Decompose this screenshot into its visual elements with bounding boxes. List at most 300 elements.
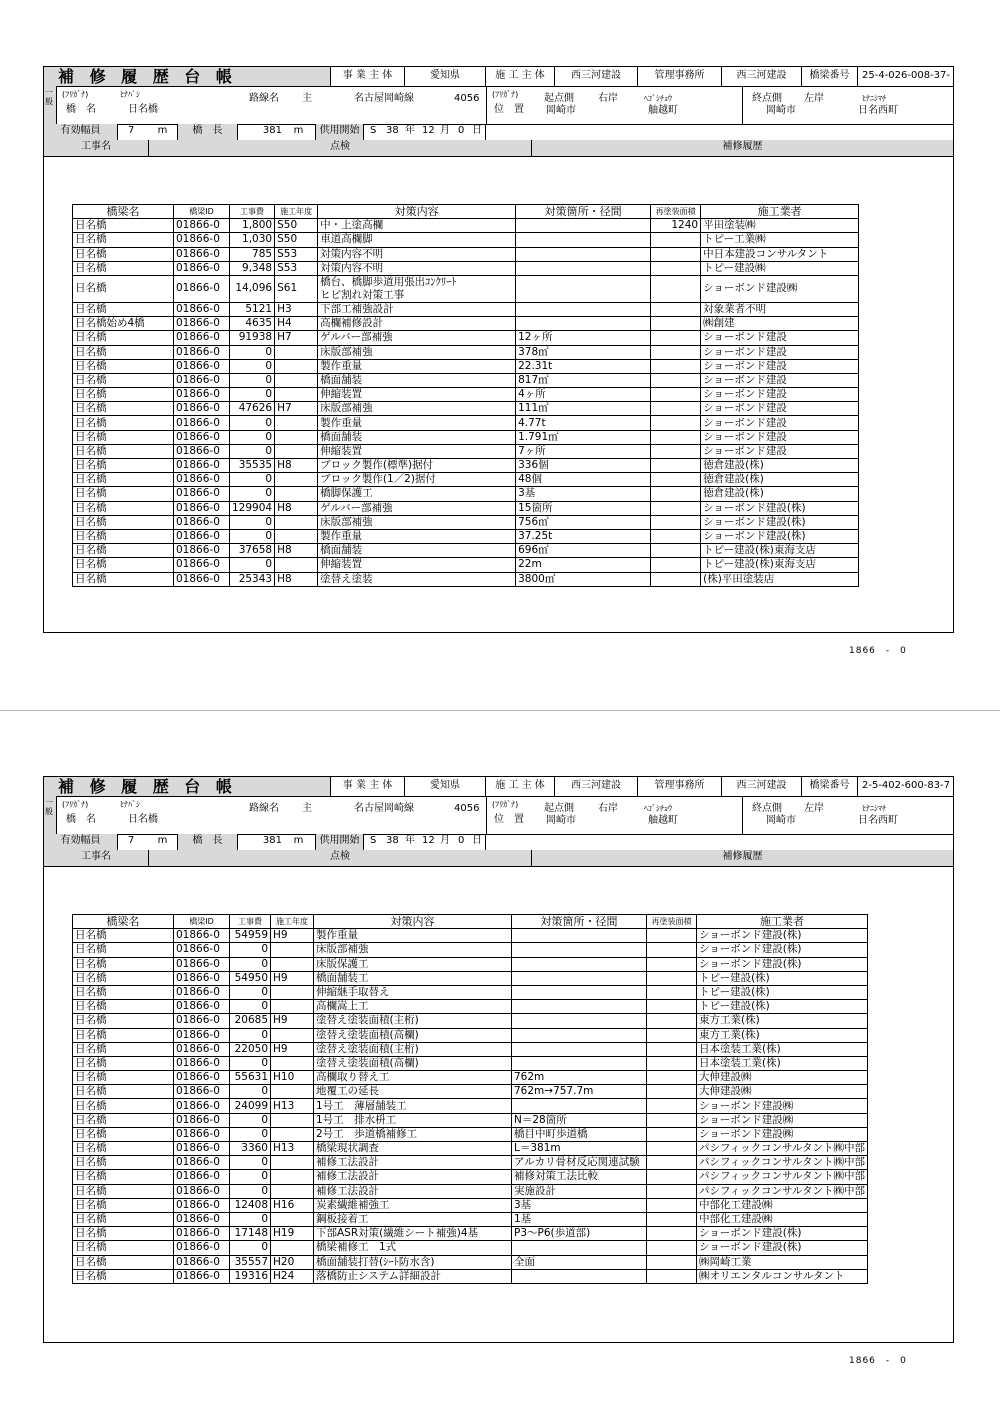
value-width: 7: [128, 835, 135, 846]
table-header-row: [73, 205, 859, 219]
table-row: [73, 1099, 868, 1113]
col-seko-nendo: S53: [275, 261, 318, 275]
col-kojihi: 19316: [230, 1269, 271, 1283]
col-taisaku-naiyo: 床版保護工: [314, 957, 512, 971]
col-seko-gyosha: ショーボンド建設: [701, 416, 859, 430]
table-row: [73, 487, 859, 501]
col-taisaku-naiyo: 伸縮装置: [318, 444, 516, 458]
col-seko-gyosha: ㈱創建: [701, 317, 859, 331]
col-saitoso-menseki: [647, 1085, 697, 1099]
col-taisaku-kasho: アルカリ骨材反応関連試験: [512, 1156, 647, 1170]
col-seko-gyosha: 中部化工建設㈱: [697, 1212, 868, 1226]
col-kyoryo-mei: 日名橋: [73, 416, 174, 430]
col-saitoso-menseki: [651, 501, 701, 515]
col-kyoryo-mei: 日名橋: [73, 459, 174, 473]
col-seko-gyosha: 日本塗装工業(株): [697, 1042, 868, 1056]
col-kyoryo-mei: 日名橋: [73, 1000, 174, 1014]
col-kyoryo-mei: 日名橋: [73, 302, 174, 316]
col-kyoryo-mei: 日名橋: [73, 473, 174, 487]
value-jigyo-shutai: 愛知県: [405, 777, 486, 796]
value-era: S: [370, 125, 377, 136]
table-row: [73, 529, 859, 543]
label-tsuki: 月: [440, 125, 450, 136]
col-kyoryo-id: 01866-0: [174, 1212, 230, 1226]
col-kojihi: 0: [230, 373, 275, 387]
col-kyoryo-id: 01866-0: [174, 957, 230, 971]
col-saitoso-menseki: [647, 1227, 697, 1241]
col-saitoso-menseki: [651, 544, 701, 558]
value-route-no: 4056: [454, 93, 480, 104]
table-row: [73, 1241, 868, 1255]
col-kyoryo-id: 01866-0: [174, 473, 230, 487]
col-taisaku-naiyo: 製作重量: [314, 929, 512, 943]
col-seko-gyosha: ショーボンド建設㈱: [697, 1113, 868, 1127]
label-kanri: 管理事務所: [638, 777, 722, 796]
unit-width: m: [148, 834, 178, 850]
col-saitoso-menseki: [651, 302, 701, 316]
col-seko-nendo: H20: [271, 1255, 314, 1269]
table-row: [73, 1212, 868, 1226]
col-saitoso-menseki: [651, 275, 701, 302]
col-seko-gyosha: ショーボンド建設: [701, 388, 859, 402]
col-seko-gyosha: ㈱岡崎工業: [697, 1255, 868, 1269]
table-row: [73, 1000, 868, 1014]
col-saitoso-menseki: [651, 459, 701, 473]
col-seko-gyosha: パシフィックコンサルタント㈱中部: [697, 1170, 868, 1184]
value-end-kana: ﾋﾅﾆｼﾏﾁ: [862, 804, 886, 813]
col-taisaku-kasho: 111㎡: [516, 402, 651, 416]
col-kyoryo-mei: 日名橋: [73, 1127, 174, 1141]
table-row: [73, 416, 859, 430]
col-saitoso-menseki: [651, 359, 701, 373]
col-saitoso-menseki: [651, 317, 701, 331]
col-kyoryo-mei: 日名橋始め4橋: [73, 317, 174, 331]
col-kojihi: 20685: [230, 1014, 271, 1028]
ledger-sheet: [43, 776, 954, 1343]
col-seko-nendo: [271, 1028, 314, 1042]
value-day: 0: [458, 125, 465, 136]
col-seko-nendo: [271, 1085, 314, 1099]
col-kyoryo-id: 01866-0: [174, 275, 230, 302]
table-row: [73, 1014, 868, 1028]
col-saitoso-menseki: [651, 515, 701, 529]
unit-width: m: [148, 124, 178, 140]
label-tenken: 点検: [149, 140, 532, 156]
col-taisaku-naiyo: 塗替え塗装面積(主桁): [314, 1042, 512, 1056]
col-kyoryo-mei: 日名橋: [73, 388, 174, 402]
col-kojihi: 129904: [230, 501, 275, 515]
col-seko-gyosha: ショーボンド建設(株): [701, 501, 859, 515]
col-seko-nendo: [275, 416, 318, 430]
col-seko-nendo: [271, 957, 314, 971]
header-col-kyoryo-mei: 橋梁名: [73, 915, 174, 929]
value-month: 12: [422, 125, 435, 136]
col-taisaku-naiyo: 塗替え塗装: [318, 572, 516, 586]
col-seko-nendo: H9: [271, 1042, 314, 1056]
col-taisaku-naiyo: ゲルバー部補強: [318, 331, 516, 345]
table-row: [73, 1071, 868, 1085]
col-seko-nendo: [275, 529, 318, 543]
label-nen: 年: [405, 125, 415, 136]
value-start-town: 舳越町: [648, 105, 678, 116]
col-kyoryo-mei: 日名橋: [73, 1170, 174, 1184]
col-taisaku-naiyo: 補修工法設計: [314, 1156, 512, 1170]
col-saitoso-menseki: [647, 1127, 697, 1141]
value-start-side: 右岸: [598, 93, 618, 104]
col-kojihi: 5121: [230, 302, 275, 316]
col-taisaku-kasho: 15箇所: [516, 501, 651, 515]
col-taisaku-naiyo: 1号工 薄層舗装工: [314, 1099, 512, 1113]
col-saitoso-menseki: [651, 402, 701, 416]
col-seko-nendo: [271, 1113, 314, 1127]
col-seko-nendo: [271, 1170, 314, 1184]
col-taisaku-kasho: 3800㎡: [516, 572, 651, 586]
col-seko-gyosha: 東方工業(株): [697, 1014, 868, 1028]
col-kyoryo-id: 01866-0: [174, 1184, 230, 1198]
col-saitoso-menseki: [651, 558, 701, 572]
col-saitoso-menseki: 1240: [651, 219, 701, 233]
label-kyoryo-bango: 橋梁番号: [802, 777, 858, 796]
label-rosenmei: 路線名: [249, 93, 279, 104]
table-row: [73, 957, 868, 971]
col-kyoryo-mei: 日名橋: [73, 957, 174, 971]
col-saitoso-menseki: [651, 331, 701, 345]
label-kojimei: 工事名: [44, 850, 149, 866]
col-kojihi: 0: [230, 444, 275, 458]
col-taisaku-naiyo: 対策内容不明: [318, 247, 516, 261]
col-taisaku-naiyo: 落橋防止システム詳細設計: [314, 1269, 512, 1283]
col-seko-gyosha: 中日本建設コンサルタント: [701, 247, 859, 261]
value-end-kana: ﾋﾅﾆｼﾏﾁ: [862, 94, 886, 103]
col-taisaku-naiyo: ゲルバー部補強: [318, 501, 516, 515]
col-taisaku-kasho: 817㎡: [516, 373, 651, 387]
col-saitoso-menseki: [647, 971, 697, 985]
col-saitoso-menseki: [651, 487, 701, 501]
col-seko-nendo: [271, 985, 314, 999]
col-kyoryo-id: 01866-0: [174, 943, 230, 957]
col-seko-gyosha: ショーボンド建設(株): [701, 529, 859, 543]
value-end-city: 岡崎市: [766, 105, 796, 116]
col-kyoryo-mei: 日名橋: [73, 971, 174, 985]
value-route-name: 名古屋岡崎線: [354, 93, 414, 104]
header-col-kyoryo-id: 橋梁ID: [174, 205, 230, 219]
col-seko-nendo: H8: [275, 459, 318, 473]
label-kanri: 管理事務所: [638, 67, 722, 86]
header-col-taisaku-kasho: 対策箇所・径間: [516, 205, 651, 219]
col-kyoryo-id: 01866-0: [174, 345, 230, 359]
col-taisaku-naiyo: 伸縮継手取替え: [314, 985, 512, 999]
label-yuko-fukuin: 有効幅員: [44, 834, 118, 850]
col-seko-gyosha: ㈱オリエンタルコンサルタント: [697, 1269, 868, 1283]
col-seko-gyosha: 大伸建設㈱: [697, 1085, 868, 1099]
col-kyoryo-id: 01866-0: [174, 261, 230, 275]
col-saitoso-menseki: [647, 1071, 697, 1085]
col-kojihi: 0: [230, 473, 275, 487]
table-row: [73, 558, 859, 572]
label-ichi: 位 置: [494, 104, 524, 115]
col-kyoryo-id: 01866-0: [174, 1269, 230, 1283]
col-seko-gyosha: 東方工業(株): [697, 1028, 868, 1042]
col-taisaku-kasho: [512, 1099, 647, 1113]
col-kojihi: 4635: [230, 317, 275, 331]
page-number: 1866 - 0: [849, 1356, 907, 1366]
col-kyoryo-id: 01866-0: [174, 1056, 230, 1070]
col-taisaku-naiyo: ブロック製作(1／2)据付: [318, 473, 516, 487]
col-kyoryo-id: 01866-0: [174, 416, 230, 430]
col-taisaku-naiyo: 橋梁現状調査: [314, 1142, 512, 1156]
value-length: 381: [262, 125, 282, 136]
col-taisaku-kasho: [512, 957, 647, 971]
col-seko-nendo: H24: [271, 1269, 314, 1283]
side-mark: 一般: [44, 796, 57, 834]
col-kojihi: 0: [230, 1212, 271, 1226]
col-kyoryo-id: 01866-0: [174, 359, 230, 373]
ledger-header: [44, 777, 953, 866]
label-tenken: 点検: [149, 850, 532, 866]
label-jigyo-shutai: 事 業 主 体: [331, 777, 405, 796]
repair-history-table: [72, 914, 868, 1284]
col-kyoryo-id: 01866-0: [174, 388, 230, 402]
col-taisaku-kasho: [516, 219, 651, 233]
col-seko-gyosha: ショーボンド建設(株): [697, 929, 868, 943]
col-kojihi: 0: [230, 1000, 271, 1014]
table-row: [73, 233, 859, 247]
col-saitoso-menseki: [647, 1255, 697, 1269]
table-row: [73, 1156, 868, 1170]
col-taisaku-kasho: P3～P6(歩道部): [512, 1227, 647, 1241]
col-taisaku-naiyo: 橋梁補修工 1式: [314, 1241, 512, 1255]
col-seko-nendo: [275, 473, 318, 487]
col-kyoryo-mei: 日名橋: [73, 1156, 174, 1170]
col-kyoryo-mei: 日名橋: [73, 558, 174, 572]
header-col-seko-nendo: 施工年度: [271, 915, 314, 929]
col-taisaku-naiyo: 床版部補強: [318, 402, 516, 416]
col-taisaku-kasho: 7ヶ所: [516, 444, 651, 458]
col-seko-gyosha: 平田塗装㈱: [701, 219, 859, 233]
col-kyoryo-id: 01866-0: [174, 373, 230, 387]
col-seko-nendo: [275, 430, 318, 444]
col-kyoryo-id: 01866-0: [174, 1142, 230, 1156]
col-kyoryo-mei: 日名橋: [73, 1241, 174, 1255]
col-kojihi: 0: [230, 430, 275, 444]
ledger-page: [0, 710, 1000, 1420]
col-kyoryo-mei: 日名橋: [73, 985, 174, 999]
col-kojihi: 0: [230, 1170, 271, 1184]
col-taisaku-naiyo: 橋面舗装打替(ｼｰﾄ防水含): [314, 1255, 512, 1269]
value-month: 12: [422, 835, 435, 846]
col-taisaku-naiyo: 高欄取り替え工: [314, 1071, 512, 1085]
col-seko-nendo: H19: [271, 1227, 314, 1241]
table-row: [73, 1127, 868, 1141]
col-saitoso-menseki: [647, 1028, 697, 1042]
col-seko-nendo: [275, 373, 318, 387]
col-taisaku-kasho: [516, 247, 651, 261]
value-route-type: 主: [302, 93, 312, 104]
value-furigana: ﾋﾅﾊﾞｼ: [120, 90, 140, 99]
col-kyoryo-id: 01866-0: [174, 331, 230, 345]
col-seko-gyosha: 徳倉建設(株): [701, 487, 859, 501]
col-kojihi: 12408: [230, 1198, 271, 1212]
table-row: [73, 331, 859, 345]
table-row: [73, 388, 859, 402]
col-kyoryo-id: 01866-0: [174, 1227, 230, 1241]
col-kojihi: 785: [230, 247, 275, 261]
col-taisaku-kasho: 12ヶ所: [516, 331, 651, 345]
col-seko-nendo: H8: [275, 544, 318, 558]
col-kojihi: 0: [230, 529, 275, 543]
col-kyoryo-mei: 日名橋: [73, 233, 174, 247]
col-kojihi: 0: [230, 1127, 271, 1141]
value-start-kana: ﾍｺﾞｼﾁｮｳ: [644, 804, 672, 813]
col-kyoryo-mei: 日名橋: [73, 1198, 174, 1212]
col-taisaku-naiyo: 補修工法設計: [314, 1184, 512, 1198]
col-saitoso-menseki: [651, 388, 701, 402]
col-kojihi: 1,800: [230, 219, 275, 233]
col-taisaku-kasho: 762m→757.7m: [512, 1085, 647, 1099]
col-saitoso-menseki: [647, 1241, 697, 1255]
col-kyoryo-id: 01866-0: [174, 233, 230, 247]
table-row: [73, 247, 859, 261]
col-saitoso-menseki: [647, 929, 697, 943]
value-year: 38: [386, 125, 399, 136]
col-taisaku-kasho: 全面: [512, 1255, 647, 1269]
col-kojihi: 25343: [230, 572, 275, 586]
col-taisaku-naiyo: 床版部補強: [318, 345, 516, 359]
col-seko-nendo: [275, 558, 318, 572]
col-taisaku-naiyo: 塗替え塗装面積(高欄): [314, 1028, 512, 1042]
col-kojihi: 24099: [230, 1099, 271, 1113]
col-seko-gyosha: ショーボンド建設㈱: [697, 1127, 868, 1141]
col-saitoso-menseki: [647, 1184, 697, 1198]
col-kojihi: 3360: [230, 1142, 271, 1156]
col-kyoryo-id: 01866-0: [174, 1113, 230, 1127]
table-row: [73, 1056, 868, 1070]
ledger-title: 補 修 履 歴 台 帳: [44, 777, 331, 796]
col-kyoryo-id: 01866-0: [174, 1127, 230, 1141]
table-row: [73, 402, 859, 416]
col-seko-gyosha: ショーボンド建設: [701, 444, 859, 458]
col-taisaku-naiyo: 補修工法設計: [314, 1170, 512, 1184]
col-seko-gyosha: ショーボンド建設: [701, 402, 859, 416]
col-kojihi: 0: [230, 1113, 271, 1127]
col-kyoryo-mei: 日名橋: [73, 501, 174, 515]
value-end-side: 左岸: [804, 93, 824, 104]
col-taisaku-kasho: 378㎡: [516, 345, 651, 359]
header-col-kyoryo-mei: 橋梁名: [73, 205, 174, 219]
col-saitoso-menseki: [647, 1042, 697, 1056]
col-saitoso-menseki: [647, 943, 697, 957]
table-row: [73, 1255, 868, 1269]
label-furigana: (ﾌﾘｶﾞﾅ): [62, 90, 89, 99]
header-col-kojihi: 工事費: [230, 915, 271, 929]
col-kyoryo-mei: 日名橋: [73, 1042, 174, 1056]
value-furigana: ﾋﾅﾊﾞｼ: [120, 800, 140, 809]
label-shuten: 終点側: [752, 93, 782, 104]
label-jigyo-shutai: 事 業 主 体: [331, 67, 405, 86]
col-seko-gyosha: ショーボンド建設㈱: [701, 275, 859, 302]
value-start-side: 右岸: [598, 803, 618, 814]
table-row: [73, 1227, 868, 1241]
label-kojimei: 工事名: [44, 140, 149, 156]
col-kyoryo-id: 01866-0: [174, 515, 230, 529]
label-furigana-ichi: (ﾌﾘｶﾞﾅ): [492, 90, 519, 99]
table-row: [73, 1142, 868, 1156]
col-taisaku-kasho: N＝28箇所: [512, 1113, 647, 1127]
col-kojihi: 0: [230, 1056, 271, 1070]
col-kyoryo-id: 01866-0: [174, 1028, 230, 1042]
value-seko-shutai: 西三河建設: [555, 777, 638, 796]
col-kyoryo-mei: 日名橋: [73, 345, 174, 359]
col-taisaku-kasho: 4ヶ所: [516, 388, 651, 402]
col-kyoryo-mei: 日名橋: [73, 572, 174, 586]
col-kojihi: 0: [230, 487, 275, 501]
col-taisaku-naiyo: 製作重量: [318, 359, 516, 373]
col-kyoryo-id: 01866-0: [174, 544, 230, 558]
col-kyoryo-mei: 日名橋: [73, 1227, 174, 1241]
label-shuten: 終点側: [752, 803, 782, 814]
col-kojihi: 35557: [230, 1255, 271, 1269]
col-kyoryo-id: 01866-0: [174, 444, 230, 458]
col-taisaku-kasho: 1基: [512, 1212, 647, 1226]
col-seko-gyosha: (株)平田塗装店: [701, 572, 859, 586]
col-kojihi: 14,096: [230, 275, 275, 302]
col-kojihi: 0: [230, 943, 271, 957]
label-rosenmei: 路線名: [249, 803, 279, 814]
col-seko-gyosha: ショーボンド建設(株): [697, 1227, 868, 1241]
col-kojihi: 1,030: [230, 233, 275, 247]
col-taisaku-naiyo: 橋脚保護工: [318, 487, 516, 501]
col-seko-nendo: H8: [275, 501, 318, 515]
col-seko-nendo: S61: [275, 275, 318, 302]
col-saitoso-menseki: [647, 1000, 697, 1014]
label-kyomei: 橋 名: [66, 814, 96, 825]
col-taisaku-kasho: [512, 1028, 647, 1042]
col-kojihi: 35535: [230, 459, 275, 473]
col-taisaku-naiyo: 高欄嵩上工: [314, 1000, 512, 1014]
col-kyoryo-id: 01866-0: [174, 487, 230, 501]
col-seko-nendo: [275, 444, 318, 458]
col-seko-nendo: H4: [275, 317, 318, 331]
col-kyoryo-id: 01866-0: [174, 1198, 230, 1212]
col-kyoryo-id: 01866-0: [174, 1241, 230, 1255]
col-seko-gyosha: ショーボンド建設(株): [697, 943, 868, 957]
label-kiten: 起点側: [544, 93, 574, 104]
col-seko-nendo: H7: [275, 402, 318, 416]
col-taisaku-naiyo: 床版部補強: [318, 515, 516, 529]
col-kyoryo-id: 01866-0: [174, 985, 230, 999]
col-seko-gyosha: ショーボンド建設(株): [701, 515, 859, 529]
col-seko-nendo: H9: [271, 1014, 314, 1028]
col-seko-gyosha: 対象業者不明: [701, 302, 859, 316]
col-taisaku-naiyo: 伸縮装置: [318, 558, 516, 572]
col-taisaku-naiyo: 製作重量: [318, 529, 516, 543]
value-jigyo-shutai: 愛知県: [405, 67, 486, 86]
col-taisaku-naiyo: 下部工補強設計: [318, 302, 516, 316]
table-row: [73, 275, 859, 302]
col-saitoso-menseki: [651, 247, 701, 261]
col-kyoryo-mei: 日名橋: [73, 544, 174, 558]
col-saitoso-menseki: [647, 1198, 697, 1212]
col-seko-nendo: [271, 943, 314, 957]
col-seko-nendo: [271, 1184, 314, 1198]
col-kyoryo-id: 01866-0: [174, 317, 230, 331]
col-taisaku-kasho: L＝381m: [512, 1142, 647, 1156]
col-kyoryo-mei: 日名橋: [73, 1085, 174, 1099]
value-length: 381: [262, 835, 282, 846]
col-kyoryo-id: 01866-0: [174, 971, 230, 985]
label-kyomei: 橋 名: [66, 104, 96, 115]
col-seko-gyosha: トピー建設(株): [697, 985, 868, 999]
